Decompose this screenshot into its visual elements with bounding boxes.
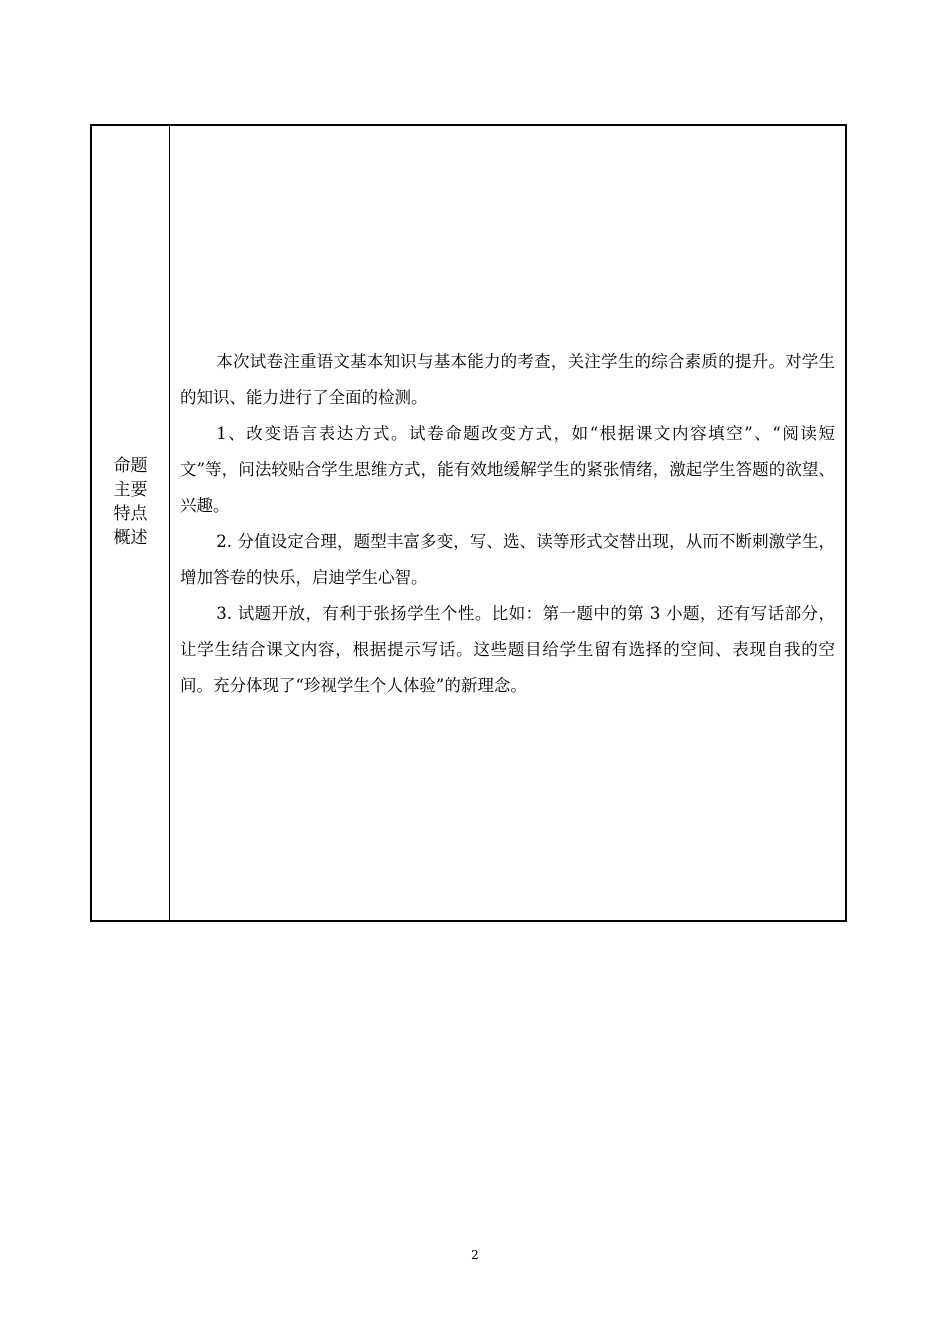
point-3-paragraph: 3. 试题开放，有利于张扬学生个性。比如：第一题中的第 3 小题，还有写话部分，让学生结合课文内容，根据提示写话。这些题目给学生留有选择的空间、表现自我的空间。充分体现了“珍视学生个人体验”的新理念。 [180,604,835,695]
point-1-paragraph: 1、改变语言表达方式。试卷命题改变方式，如“根据课文内容填空”、“阅读短文”等，问法较贴合学生思维方式，能有效地缓解学生的紧张情绪，激起学生答题的欲望、兴趣。 [180,424,835,515]
summary-table [90,124,847,922]
page-number: 2 [471,1248,479,1262]
label-cell [92,126,170,920]
point-2-paragraph: 2. 分值设定合理，题型丰富多变，写、选、读等形式交替出现，从而不断刺激学生，增加答卷的快乐，启迪学生心智。 [180,532,835,587]
intro-paragraph: 本次试卷注重语文基本知识与基本能力的考查，关注学生的综合素质的提升。对学生的知识、能力进行了全面的检测。 [180,352,835,407]
content-cell [170,126,845,920]
row-label: 命题主要特点概述 [113,456,148,548]
content-text [180,344,835,704]
